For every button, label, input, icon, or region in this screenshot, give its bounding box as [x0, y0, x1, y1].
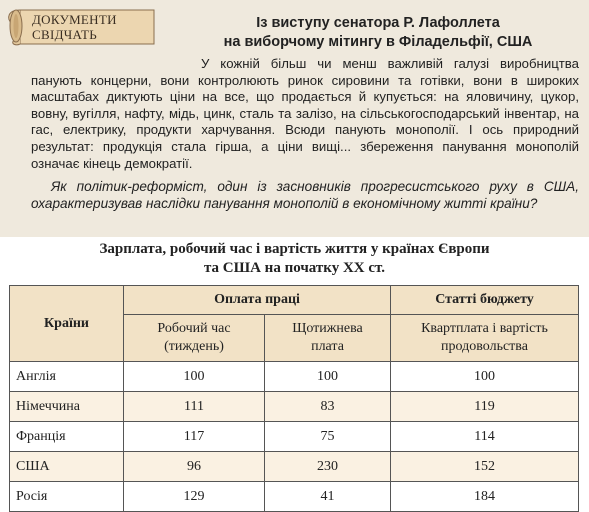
documents-badge-label [32, 12, 152, 42]
table-row [10, 362, 579, 392]
document-quote: У кожній більш чи менш важливій галузі виробництва панують концерни, вони контролюють ринок сировини та готівки, вони в широких масштабах диктують ціни на все, що продається й купується: на яловичину, цукор, вовну, вугілля, нафту, мідь, цинк, сталь та залізо, на сільськогосподарський інвентар, на гас, електрику, продукти харчування. Всюди панують монополії. І ось природний результат: продукція стала гірша, а ціни вищі... збереження панування монополій означає кінець демократії. [31, 56, 579, 171]
header-wage-line-1: Щотижнева [292, 321, 363, 336]
table-row [10, 452, 579, 482]
header-rent [391, 315, 579, 362]
cell-country: США [10, 452, 124, 482]
cell-hours: 96 [124, 452, 265, 482]
cell-hours: 129 [124, 482, 265, 512]
table-title-line-1: Зарплата, робочий час і вартість життя у країнах Європи [99, 241, 490, 257]
table-row [10, 482, 579, 512]
cell-wage: 41 [265, 482, 391, 512]
cell-rent: 184 [391, 482, 579, 512]
header-countries: Країни [10, 286, 124, 362]
cell-rent: 100 [391, 362, 579, 392]
header-rent-line-1: Квартплата і вартість [421, 321, 548, 336]
table-row [10, 422, 579, 452]
cell-wage: 75 [265, 422, 391, 452]
documents-badge [4, 4, 158, 48]
statistics-table [9, 285, 579, 512]
cell-country: Франція [10, 422, 124, 452]
header-wage-line-2: плата [311, 339, 344, 354]
cell-hours: 111 [124, 392, 265, 422]
table-header-row-1 [10, 286, 579, 315]
header-wage [265, 315, 391, 362]
table-title [0, 240, 589, 278]
header-hours-line-2: (тиждень) [164, 339, 224, 354]
document-question: Як політик-реформіст, один із засновників прогресистського руху в США, охарактеризував наслідки панування монополій в економічному житті країни? [31, 179, 579, 211]
cell-wage: 100 [265, 362, 391, 392]
cell-country: Росія [10, 482, 124, 512]
cell-country: Англія [10, 362, 124, 392]
cell-rent: 114 [391, 422, 579, 452]
cell-wage: 230 [265, 452, 391, 482]
document-title-line-1: Із виступу сенатора Р. Лафоллета [256, 15, 500, 31]
header-pay: Оплата праці [124, 286, 391, 315]
cell-hours: 100 [124, 362, 265, 392]
cell-country: Німеччина [10, 392, 124, 422]
header-rent-line-2: продовольства [441, 339, 528, 354]
badge-line-1: ДОКУМЕНТИ [32, 12, 117, 27]
cell-rent: 152 [391, 452, 579, 482]
table-title-line-2: та США на початку XX ст. [203, 260, 386, 276]
document-title [178, 14, 578, 52]
document-title-line-2: на виборчому мітингу в Філадельфії, США [223, 34, 533, 50]
header-hours [124, 315, 265, 362]
badge-line-2: СВІДЧАТЬ [32, 27, 98, 42]
cell-wage: 83 [265, 392, 391, 422]
cell-hours: 117 [124, 422, 265, 452]
table-row [10, 392, 579, 422]
document-block [0, 0, 589, 237]
cell-rent: 119 [391, 392, 579, 422]
header-budget: Статті бюджету [391, 286, 579, 315]
header-hours-line-1: Робочий час [157, 321, 231, 336]
